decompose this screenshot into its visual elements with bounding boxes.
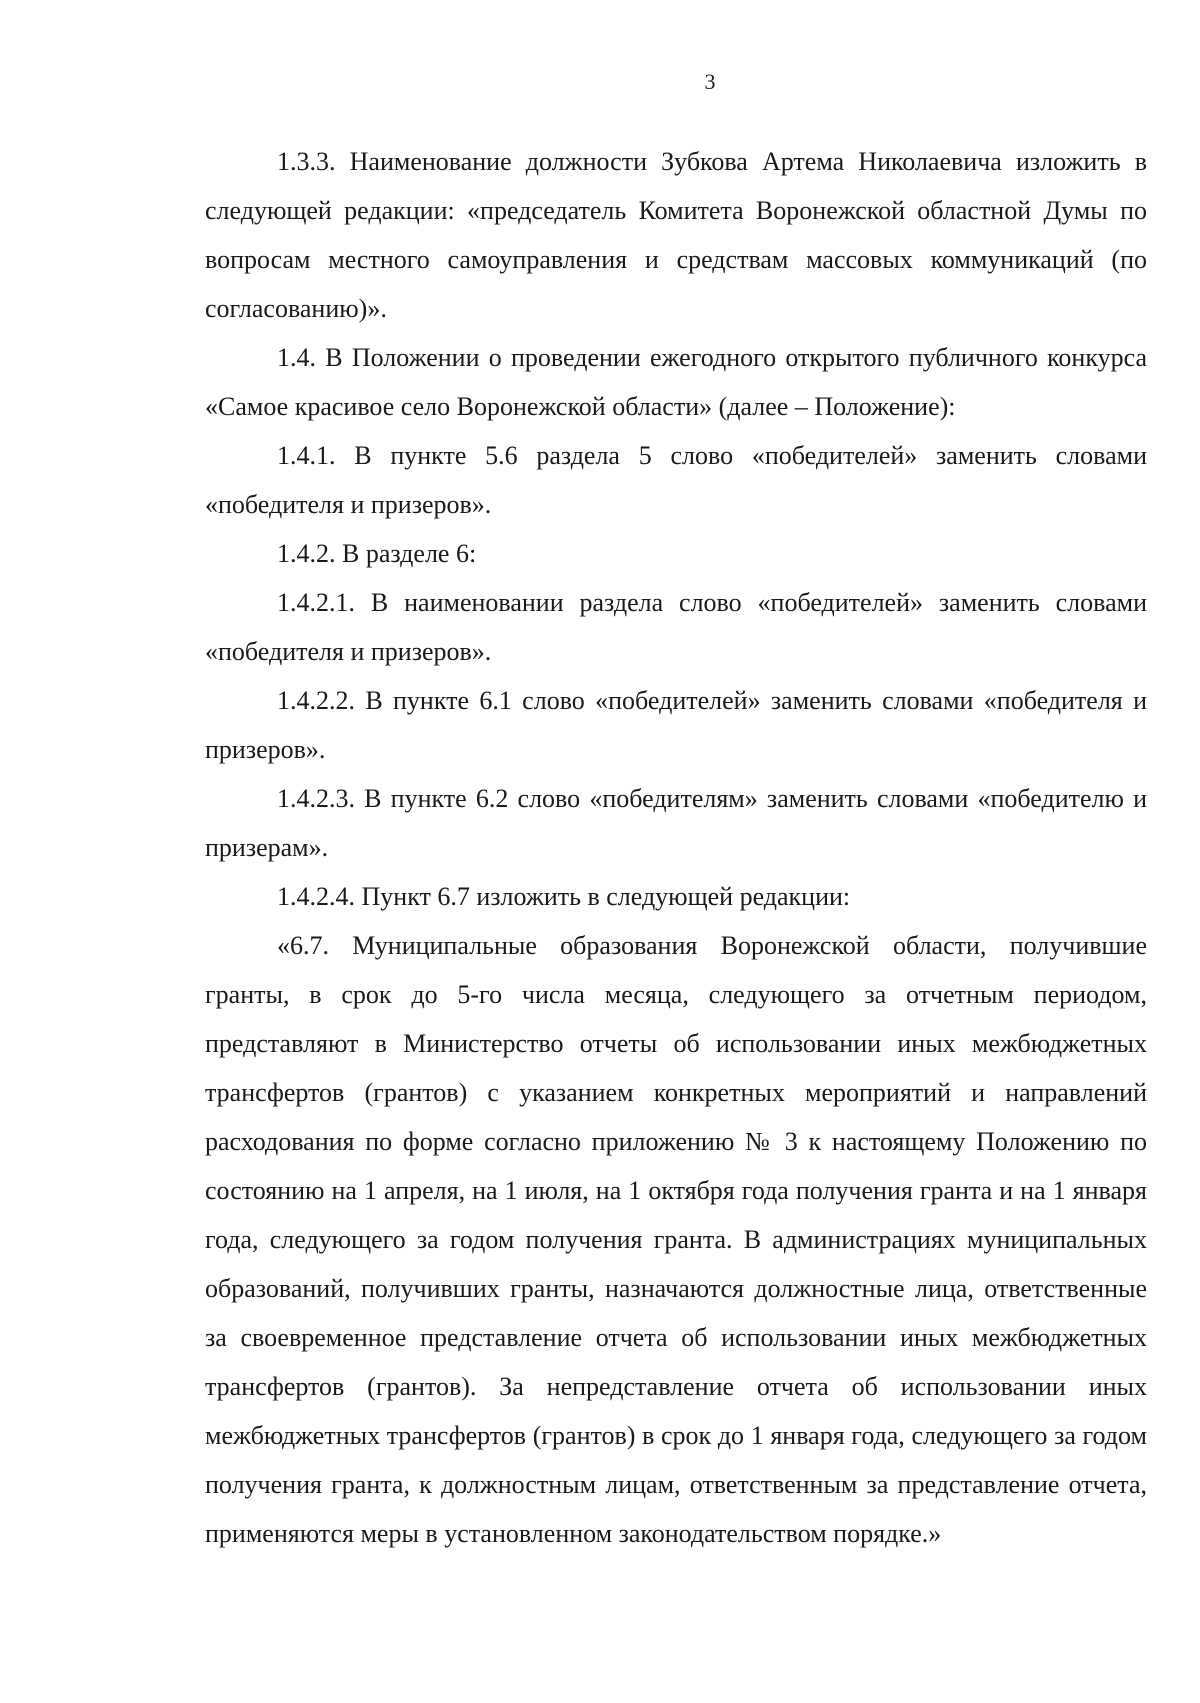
document-body [205, 137, 1147, 1558]
paragraph-1-4-2-1: 1.4.2.1. В наименовании раздела слово «победителей» заменить словами «победителя и призеров». [205, 588, 1147, 666]
paragraph-1-3-3: 1.3.3. Наименование должности Зубкова Артема Николаевича изложить в следующей редакции: «председатель Комитета Воронежской областной Думы по вопросам местного самоуправления и средствам массовых коммуникаций (по согласованию)». [205, 147, 1147, 323]
paragraph-1-4-2-3: 1.4.2.3. В пункте 6.2 слово «победителям» заменить словами «победителю и призерам». [205, 784, 1147, 862]
paragraph-1-4-1: 1.4.1. В пункте 5.6 раздела 5 слово «победителей» заменить словами «победителя и призеров». [205, 441, 1147, 519]
paragraph-1-4-2-4: 1.4.2.4. Пункт 6.7 изложить в следующей редакции: [277, 882, 851, 911]
paragraph-1-4-2: 1.4.2. В разделе 6: [277, 539, 477, 568]
paragraph-6-7-quote: «6.7. Муниципальные образования Воронежской области, получившие гранты, в срок до 5-го числа месяца, следующего за отчетным периодом, представляют в Министерство отчеты об использовании иных межбюджетных трансфертов (грантов) с указанием конкретных мероприятий и направлений расходования по форме согласно приложению № 3 к настоящему Положению по состоянию на 1 апреля, на 1 июля, на 1 октября года получения гранта и на 1 января года, следующего за годом получения гранта. В администрациях муниципальных образований, получивших гранты, назначаются должностные лица, ответственные за своевременное представление отчета об использовании иных межбюджетных трансфертов (грантов). За непредставление отчета об использовании иных межбюджетных трансфертов (грантов) в срок до 1 января года, следующего за годом получения гранта, к должностным лицам, ответственным за представление отчета, применяются меры в установленном законодательством порядке.» [205, 931, 1147, 1548]
paragraph-1-4: 1.4. В Положении о проведении ежегодного открытого публичного конкурса «Самое красивое село Воронежской области» (далее – Положение): [205, 343, 1147, 421]
paragraph-1-4-2-2: 1.4.2.2. В пункте 6.1 слово «победителей» заменить словами «победителя и призеров». [205, 686, 1147, 764]
page-number: 3 [704, 69, 716, 94]
